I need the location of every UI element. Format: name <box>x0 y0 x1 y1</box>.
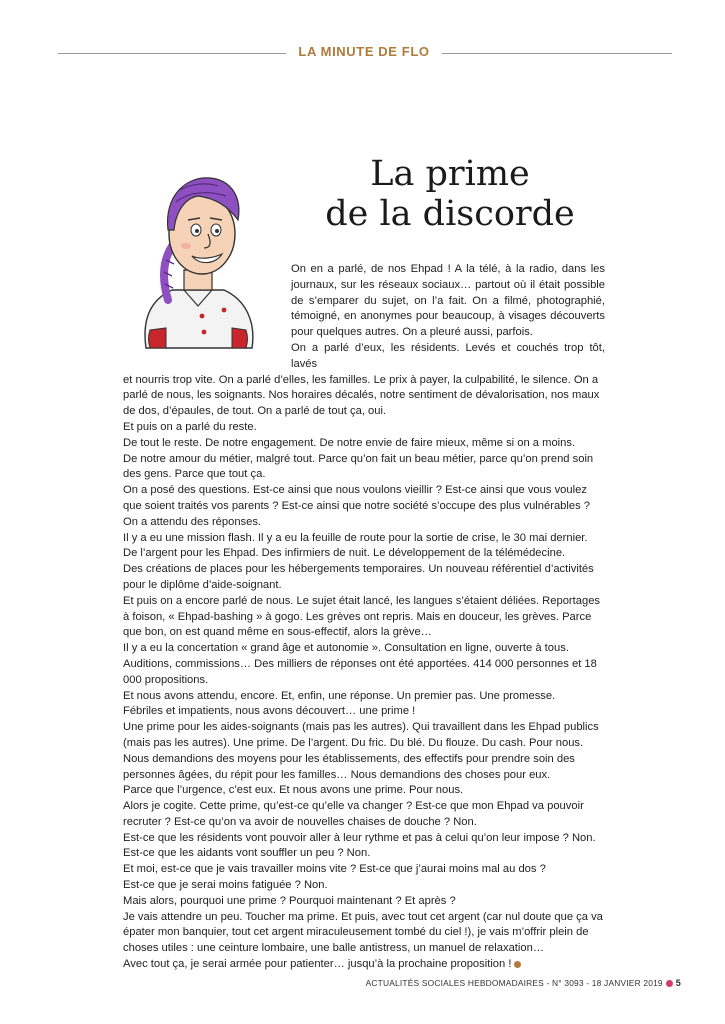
article-paragraph: Il y a eu une mission flash. Il y a eu la feuille de route pour la sortie de crise, le 30 mai dernier. <box>123 531 588 544</box>
article-paragraph: De l’argent pour les Ehpad. Des infirmiers de nuit. Le développement de la télémédecine. <box>123 547 566 560</box>
article-paragraph: Je vais attendre un peu. Toucher ma prime. Et puis, avec tout cet argent (car nul doute que ça va épater mon banquier, tout cet argent miraculeusement tombé du ciel !), je vais m’offrir plein de choses utiles : une ceinture lombaire, une balle antistress, un manuel de relaxation… <box>123 910 603 955</box>
text-wrap-spacer <box>123 262 291 358</box>
article-paragraph: Et puis on a encore parlé de nous. Le sujet était lancé, les langues s’étaient déliées. Reportages à foison, « Ehpad-bashing » à gogo. Les grèves ont repris. Mais en douceur, les grèves. Parce que bon, on est quand même en sous-effectif, alors la grève… <box>123 594 601 639</box>
article-paragraph: Et puis on a parlé du reste. <box>123 420 257 433</box>
article-paragraph: Est-ce que les aidants vont souffler un peu ? Non. <box>123 847 371 860</box>
title-line-2: de la discorde <box>325 194 575 234</box>
article-paragraph: On a posé des questions. Est-ce ainsi que nous voulons vieillir ? Est-ce ainsi que vous voulez que soient traités vos parents ? Est-ce ainsi que notre société s’occupe des plus vulnérables ? <box>123 484 591 512</box>
intro-line: témoigné, en anonymes pour beaucoup, à visages découverts <box>291 310 605 323</box>
rubric-label: LA MINUTE DE FLO <box>298 44 430 59</box>
article-paragraph: Mais alors, pourquoi une prime ? Pourquoi maintenant ? Et après ? <box>123 894 456 907</box>
page-number: 5 <box>675 978 681 988</box>
intro-line: On en a parlé, de nos Ehpad ! A la télé, à la radio, dans les <box>291 263 605 275</box>
article-paragraph: Et moi, est-ce que je vais travailler moins vite ? Est-ce que j’aurai moins mal au dos ? <box>123 863 546 876</box>
article-paragraph: De tout le reste. De notre engagement. De notre envie de faire mieux, même si on a moins. <box>123 436 576 449</box>
intro-line: pour quelques autres. On a pleuré aussi, parfois. <box>291 326 533 339</box>
article-paragraph: Alors je cogite. Cette prime, qu’est-ce qu’elle va changer ? Est-ce que mon Ehpad va pouvoir recruter ? Est-ce qu’on va avoir de nouvelles chaises de douche ? Non. <box>123 800 584 828</box>
article-paragraph: Il y a eu la concertation « grand âge et autonomie ». Consultation en ligne, ouverte à tous. <box>123 642 569 655</box>
end-of-article-dot-icon <box>514 961 521 968</box>
article-paragraph: Parce que l’urgence, c’est eux. Et nous avons une prime. Pour nous. <box>123 784 464 797</box>
article-paragraph: Est-ce que les résidents vont pouvoir aller à leur rythme et pas à celui qu’on leur impose ? Non. <box>123 831 596 844</box>
article-paragraph: Fébriles et impatients, nous avons découvert… une prime ! <box>123 705 416 718</box>
intro-line: de s’emparer du sujet, on l’a fait. On a filmé, photographié, <box>291 294 605 307</box>
footer-publication: ACTUALITÉS SOCIALES HEBDOMADAIRES - N° 3093 - 18 JANVIER 2019 <box>365 978 663 988</box>
article-title <box>300 154 600 234</box>
rubric-rule-left <box>58 53 286 54</box>
title-line-1: La prime <box>370 154 530 194</box>
section-rubric <box>58 42 672 64</box>
article-paragraph: et nourris trop vite. On a parlé d’elles, les familles. Le prix à payer, la culpabilité, le silence. On a parlé de nous, les soignants. Nos horaires décalés, notre sentiment de dévalorisation, nos maux de dos, d’épaules, de tout. On a parlé de tout ça, oui. <box>123 373 600 418</box>
article-paragraph: Est-ce que je serai moins fatiguée ? Non. <box>123 879 328 892</box>
article-paragraph: Nous demandions des moyens pour les établissements, des effectifs pour prendre soin des personnes âgées, du répit pour les familles… Nous demandions des choses pour eux. <box>123 752 575 781</box>
page-footer <box>366 978 681 988</box>
article-body <box>123 262 605 973</box>
rubric-rule-right <box>442 53 672 54</box>
article-paragraph: Et nous avons attendu, encore. Et, enfin, une réponse. Un premier pas. Une promesse. <box>123 689 556 702</box>
article-closing-paragraph <box>123 957 605 973</box>
article-paragraph: Des créations de places pour les hébergements temporaires. Un nouveau référentiel d’activités pour le diplôme d’aide-soignant. <box>123 563 594 591</box>
closing-text: Avec tout ça, je serai armée pour patienter… jusqu’à la prochaine proposition ! <box>123 958 512 971</box>
article-paragraph: De notre amour du métier, malgré tout. Parce qu’on fait un beau métier, parce qu’on prend soin des gens. Parce que tout ça. <box>123 452 594 481</box>
article-paragraph: On a attendu des réponses. <box>123 515 262 528</box>
article-paragraph: Auditions, commissions… Des milliers de réponses ont été apportées. 414 000 personnes et 18 000 propositions. <box>123 657 597 686</box>
intro-line: On a parlé d’eux, les résidents. Levés et couchés trop tôt, lavés <box>291 341 605 370</box>
article-paragraph: Une prime pour les aides-soignants (mais pas les autres). Qui travaillent dans les Ehpad publics (mais pas les autres). Une prime. De l’argent. Du fric. Du blé. Du flouze. Du cash. Pour nous. <box>123 721 599 749</box>
footer-dot-icon <box>666 980 673 987</box>
intro-line: journaux, sur les réseaux sociaux… partout où il était possible <box>291 278 605 291</box>
